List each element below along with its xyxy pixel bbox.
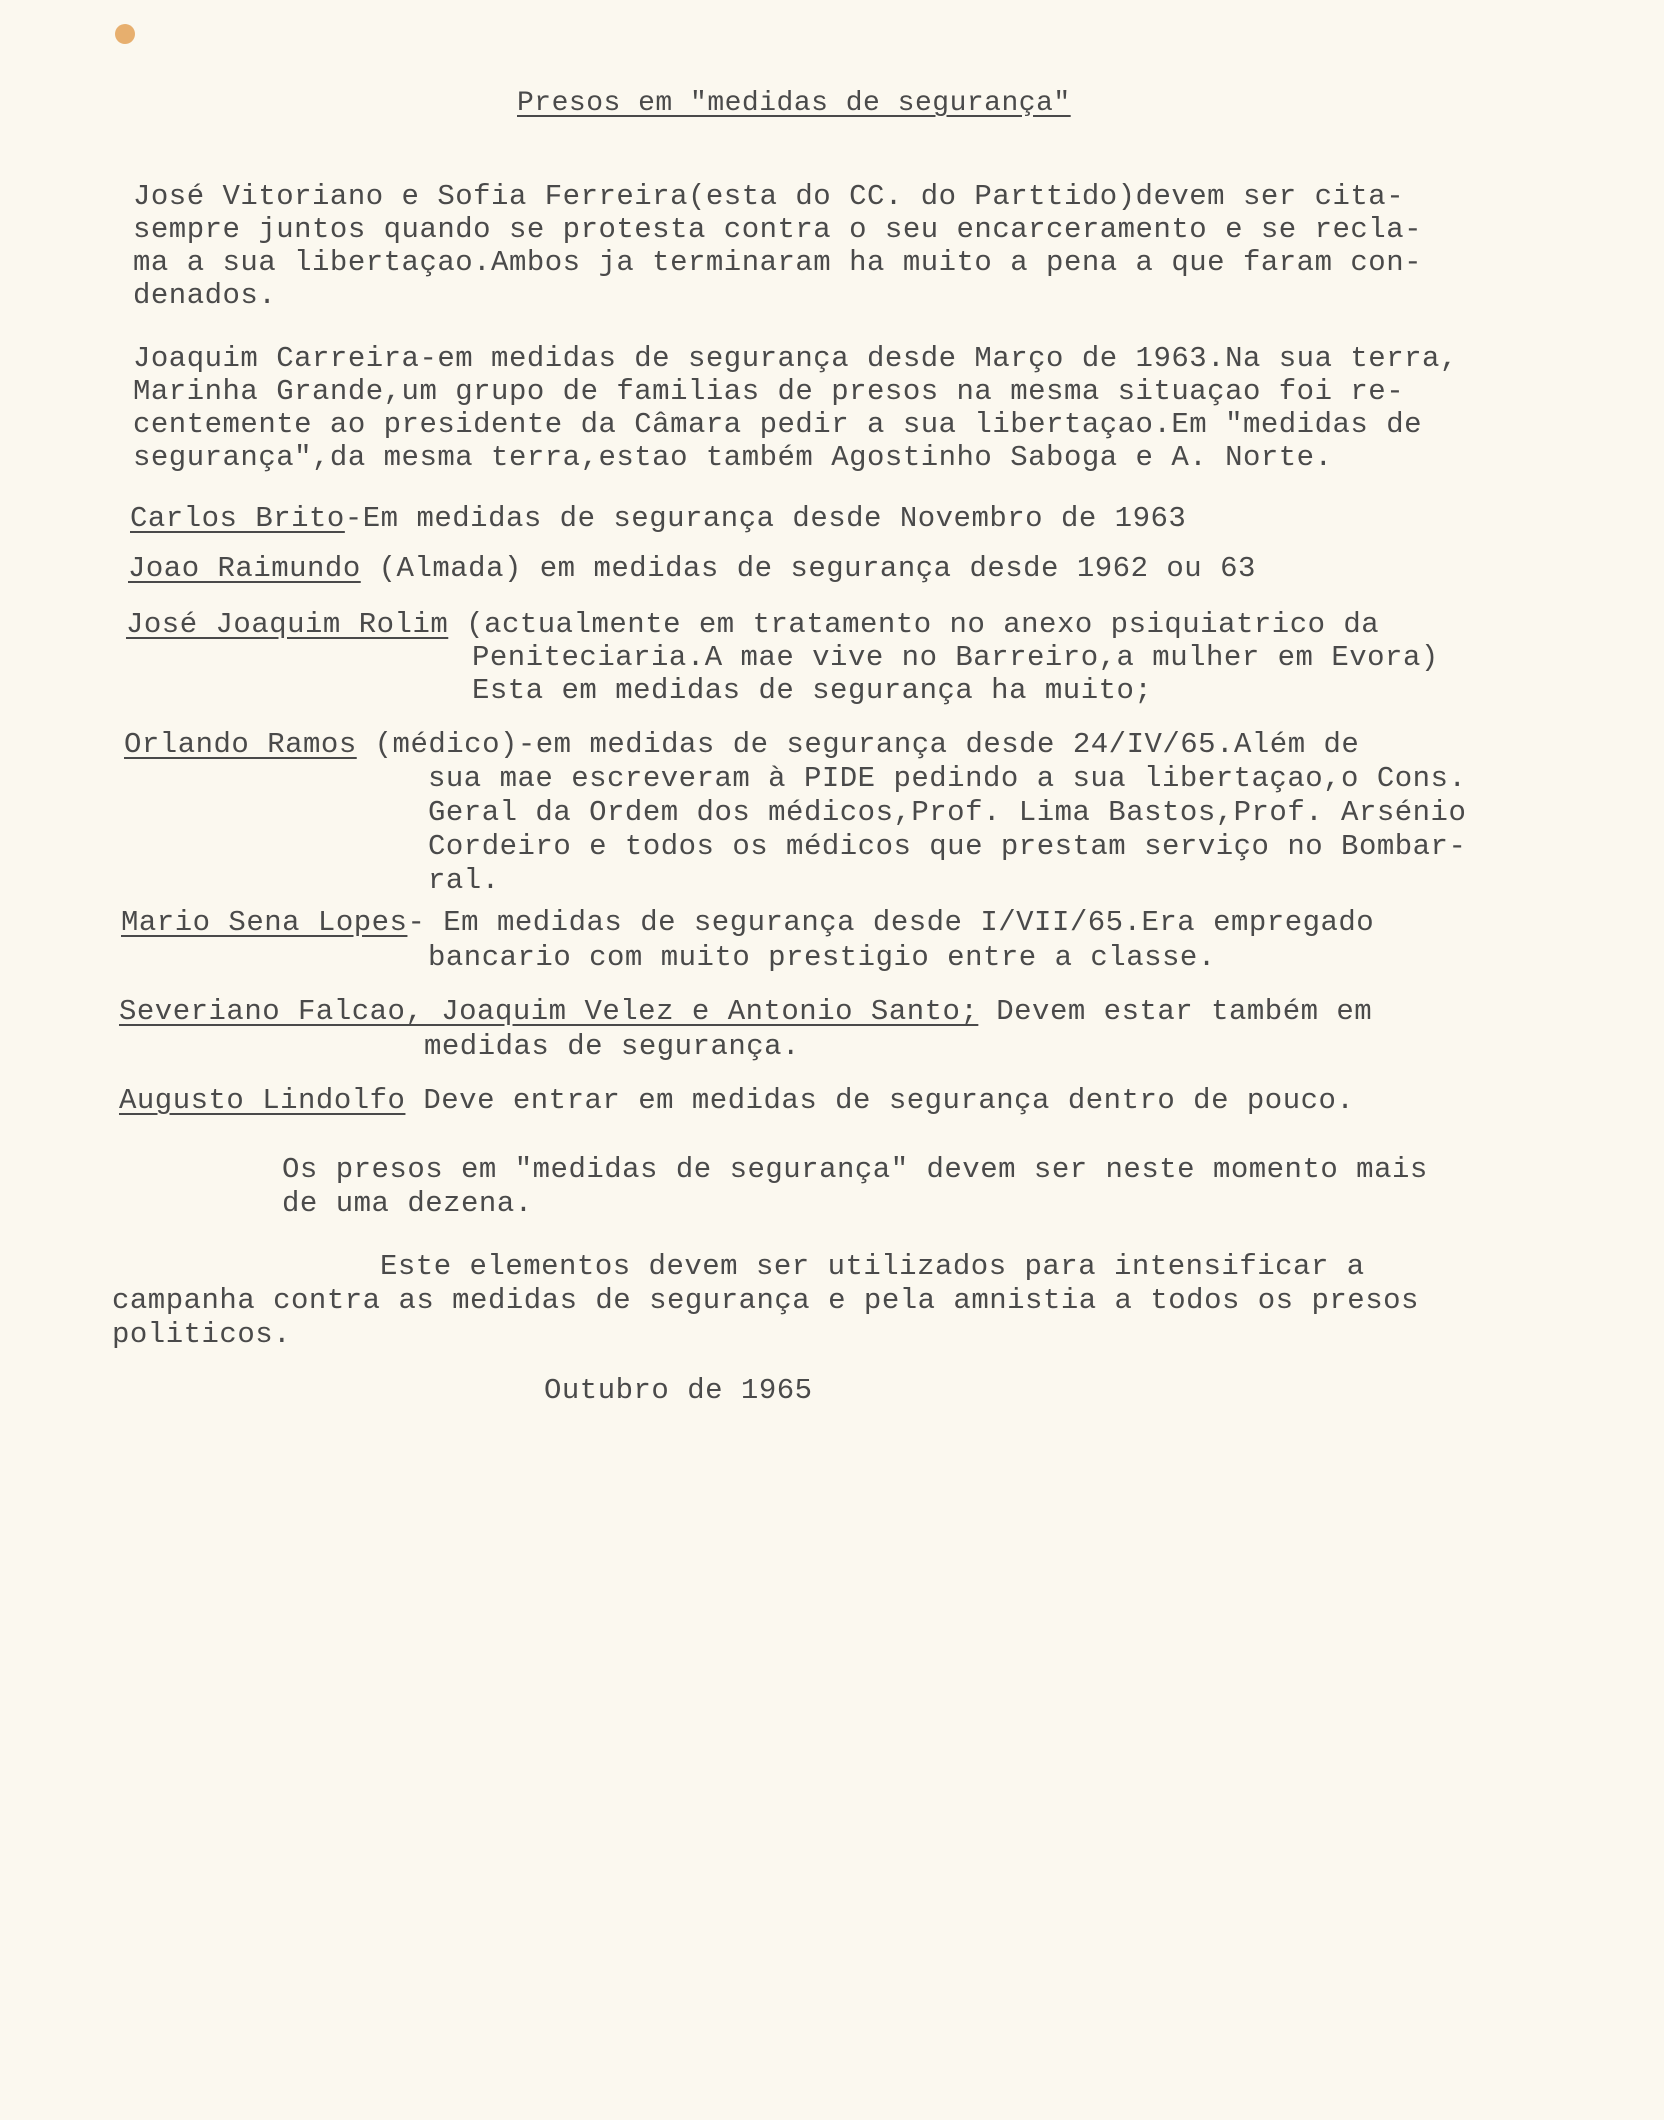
entry-ramos — [124, 728, 1359, 762]
entry-text: Deve entrar em medidas de segurança dentro de pouco. — [405, 1084, 1355, 1117]
prisoner-name: Augusto Lindolfo — [119, 1084, 406, 1117]
paragraph-line: segurança",da mesma terra,estao também Agostinho Saboga e A. Norte. — [133, 441, 1333, 474]
document-title: Presos em "medidas de segurança" — [517, 88, 1071, 119]
prisoner-name: José Joaquim Rolim — [126, 608, 449, 641]
entry-text: (Almada) em medidas de segurança desde 1962 ou 63 — [360, 552, 1256, 585]
entry-text: ral. — [428, 864, 500, 897]
entry-text: Geral da Ordem dos médicos,Prof. Lima Bastos,Prof. Arsénio — [428, 796, 1467, 829]
entry-brito — [130, 502, 1186, 536]
paragraph-line: de uma dezena. — [282, 1187, 533, 1220]
paragraph-line: campanha contra as medidas de segurança e pela amnistia a todos os presos — [112, 1284, 1419, 1317]
entry-text: bancario com muito prestigio entre a classe. — [428, 941, 1216, 974]
paragraph-line: denados. — [133, 279, 277, 312]
paragraph-line: politicos. — [112, 1318, 292, 1351]
entry-lindolfo — [119, 1084, 1354, 1118]
entry-text: Cordeiro e todos os médicos que prestam serviço no Bombar- — [428, 830, 1467, 863]
entry-text: (médico)-em medidas de segurança desde 24/IV/65.Além de — [356, 728, 1360, 761]
paragraph-line: José Vitoriano e Sofia Ferreira(esta do CC. do Parttido)devem ser cita- — [133, 180, 1405, 213]
paragraph-line: Marinha Grande,um grupo de familias de presos na mesma situaçao foi re- — [133, 375, 1405, 408]
entry-falcao — [119, 995, 1372, 1029]
paragraph-line: centemente ao presidente da Câmara pedir a sua libertaçao.Em "medidas de — [133, 408, 1423, 441]
entry-text: Peniteciaria.A mae vive no Barreiro,a mulher em Evora) — [472, 641, 1439, 674]
paragraph-line: Joaquim Carreira-em medidas de segurança desde Março de 1963.Na sua terra, — [133, 342, 1458, 375]
entry-text: (actualmente em tratamento no anexo psiquiatrico da — [448, 608, 1380, 641]
paragraph-line: Este elementos devem ser utilizados para intensificar a — [380, 1250, 1365, 1283]
entry-text: medidas de segurança. — [424, 1030, 800, 1063]
prisoner-name: Mario Sena Lopes — [121, 906, 408, 939]
entry-lopes — [121, 906, 1374, 940]
entry-raimundo — [128, 552, 1256, 586]
paragraph-line: Os presos em "medidas de segurança" devem ser neste momento mais — [282, 1153, 1428, 1186]
entry-text: Esta em medidas de segurança ha muito; — [472, 674, 1153, 707]
prisoner-name: Joao Raimundo — [128, 552, 361, 585]
entry-text: Devem estar também em — [978, 995, 1373, 1028]
document-date: Outubro de 1965 — [544, 1374, 813, 1407]
entry-rolim — [126, 608, 1379, 642]
prisoner-name: Carlos Brito — [130, 502, 345, 535]
entry-text: - Em medidas de segurança desde I/VII/65.Era empregado — [407, 906, 1375, 939]
prisoner-name: Severiano Falcao, Joaquim Velez e Antonio Santo; — [119, 995, 979, 1028]
paragraph-line: ma a sua libertaçao.Ambos ja terminaram ha muito a pena a que faram con- — [133, 246, 1423, 279]
paragraph-line: sempre juntos quando se protesta contra o seu encarceramento e se recla- — [133, 213, 1423, 246]
entry-text: -Em medidas de segurança desde Novembro de 1963 — [344, 502, 1187, 535]
prisoner-name: Orlando Ramos — [124, 728, 357, 761]
pin-mark — [115, 24, 135, 44]
entry-text: sua mae escreveram à PIDE pedindo a sua libertaçao,o Cons. — [428, 762, 1467, 795]
